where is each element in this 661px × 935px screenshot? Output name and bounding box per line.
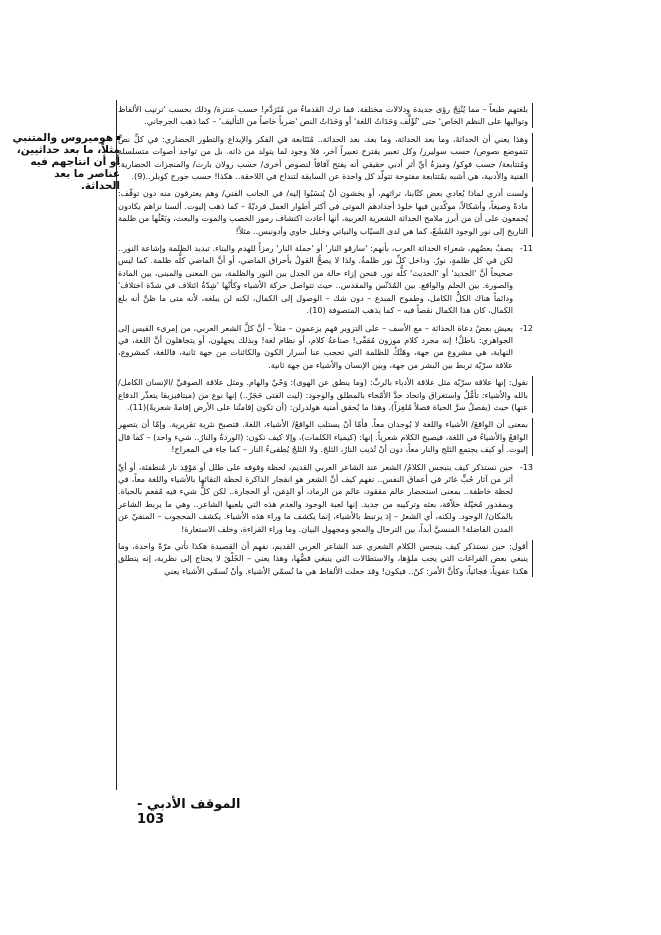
item-text: يصفُ بعضُهم، شعراء الحداثة العرب، بأنهم: 'سارقو النار' أو 'حملة النار' رمزاً للهدم والبناء. تبديد الظلمة وإشاعة النور.. لكن في كل ظلمةٍ، نورٌ. وداخل كلِّ نور ظلمةٌ. ولذا لا يصحُّ القولُ بأحراق الماضي، أو أنَّ الماضي كلُّه ظلمة. كما ليس صحيحاً أنَّ 'الجديد' أو 'الحديث' كلُّه نور. فنحن إزاء حالة من الجدل بين النور والظلمة، بين المعنى والمبنى، بين المادة والصورة. بين الحلم والواقع. بين المُدَنّس والمقدس.. حيث تتواصل حركة الأشياء وكأنّها 'شِدّةُ ائتلاف في شدّة اختلاف' ودائماً هناك الكلُّ الكامل، وطموح المبدع – دون شك – الوصول إلى الكمال، لكنه لن يبلغه، لأنه متى ما ظنَّ أنه بلغ الكمال، كان هذا الكمال نقصاً فيه – كما يذهب المتصوفة (10). bbox=[118, 243, 513, 316]
margin-note-text: هوميروس والمتنبي مثلاً، ما بعد حداثيين، أو أن انتاجهم فيه عناصر ما بعد الحداثة. bbox=[12, 132, 120, 192]
item-number: 13- bbox=[519, 461, 533, 472]
paragraph-3: ولست أدري لماذا يُعادي بعض كتّابنا، تراثهم، أو يخشون أنْ يُنسَبُوا إليه/ في الجانب الفني/ وهم يعترفون منه دون توقّف: مادةً وصيغاً، وأشكالاً، موكّدين فيها خلودَ أجدادهم الموتى في أكثر أطوار العمل فرديّةً – كما ذهب إليوت. ألسنا نزاهم يكادون يُجمعون على أن من أبرز ملامح الحداثة الشعرية العربية، أنها أعادت اكتشاف رموز الخصب والموت والبعث، وبَعْثُها من ظلمة التاريخ إلى نور الوجود المُشَعّ، كما هي لدى السيّاب والبياتي وخليل حاوي وأدونيس.. مثلاً! bbox=[118, 187, 533, 237]
item-text: يعيش بعضُ دعاة الحداثة – مع الأسف – على التزوير فهم يزعمون – مثلاً – أنَّ كلَّ الشعر العربي، من إمرىء القيس إلى الجواهري: باطلٌ! إنه مجرد كلام موزون مُقفّى! صناعةُ كلام، أو نظام لغة! وبذلك يجهلون، أو يتجاهلون أنَّ اللغة، في النهاية، هي مشروع من جهة، وهَتْكٌ للظلمة التي تحجب عنا أسرار الكون والكائنات من جهة ثانية، فاللغة، كمشروع، علاقة سرّيّة تربط بين البشر من جهة، وبين الإنسان والأشياء من جهة ثانية. bbox=[118, 322, 513, 370]
paragraph-1: بلغتهم طبعاً – مما يُنْتِجُ رؤى جديدة ودلالات مختلفة. فما ترك القدماءُ من مُتَرَدَّم! حسب عنترة/ وذلك بحسب 'ترتيب الألفاظ وتواليها على النظم الخاص' حتى 'تُؤَلَّف وَحَدَاتُ اللغة' أو وَحَدَاتُ النص 'ضرباً خاصاً من التأليف' – كما ذهب الجرجاني. bbox=[118, 103, 533, 128]
paragraph-4: نقول: إنها علاقة سرّيّة مثل علاقة الأدباء بالربِّ: (وما ينطق عن الهوى): وَحْيٌ والهام. ومثل علاقة الصوفيِّ /الإنسان الكامل/ بالله والأشياء: تأمُّلٌ واستغراق واتحاد حدَّ الأمّحاء بالمطلق والوجود: (ليت الفتى حَجَرٌ..) إنها نوع من (ميتافيزيقا يتعذّر الدفاع عنها) حيث (يفصلُ سرَّ الحياة فصلاً مُلغِزاً). وهذا ما يُحقق أمنية هولدرلن: (أن تكون إقامتُنا على الأرض إقامةً شعريةً)(11). bbox=[118, 376, 533, 413]
item-text: حين نستذكر كيف ينبجس الكلامُ/ الشعر عند الشاعر العربي القديم، لحظة وقوفه على طلل أو مَوْقِد نار مُنطفئة، أو أيِّ أثر من آثار حُبٍّ غائر في أعماق النفس.. نفهم كيف أنَّ الشعر هو انفجار الذاكرة لحظة التقائها بالأشياء واللغة معاً، في لحظة خاطفة.. بمعنى استحضار عالم مفقود، عالم من الرماد، أو الدِمَن، أو الحجارة.. لكن كلُّ شيء فيه مُفعم بالحياة. وبمقدور مُخيّلة خلاّقة، بعثه وتركيبه من جديد. إنها لعبة الوجود والعدم هذه التي يلعبها الشاعر.. وهي ما يربط الشاعر بالمكان/ الوجود. ولكنه، أي الشعرُ – إذ يرتبط بالأشياء، إنما يكشف ما وراء هذه الأشياء. يكشف المحجوب – المنفيّ عن المدن الفاضلة! المنسيَّ أبداً، بين الترحال والمحو ومجهول البيان. وما وراء القراءة، وخلف الاستعارة! bbox=[118, 461, 513, 534]
paragraph-5: بمعنى أن الواقعَ/ الأشياء واللغة لا يُوجدان معاً. فأمّا أنْ يستلب الواقعُ/ الأشياء، اللغةَ. فتصبح نثرية تقريرية. وإمّا أن يتصهر الواقعُ والأشياءُ في اللغة، فيصبح الكلام شعرياً. إنها: (كيمياء الكلمات)، وإلا كيف تكون: (الوردةُ والنارُ.. شيء واحد) – كما قال إليوت. أو كيف يجتمع الثلج والنار معاً، دون أنْ تُذيب النارُ، الثلجَ. ولا الثلجُ يُطفىءُ النار – كما جاء في المعراج! bbox=[118, 418, 533, 455]
numbered-item-13 bbox=[118, 461, 533, 535]
item-number: 11- bbox=[519, 243, 533, 254]
main-text-column bbox=[118, 103, 533, 582]
numbered-item-12 bbox=[118, 322, 533, 372]
left-column-rule bbox=[116, 100, 117, 790]
margin-note bbox=[12, 132, 120, 192]
page-footer: الموقف الأدبي - 103 bbox=[137, 797, 241, 827]
item-number: 12- bbox=[519, 322, 533, 333]
paragraph-2: وهذا يعني أن الحداثةَ، وما بعد الحداثة، وما بعد، بعد الحداثة.. مُتَتَابعة في الفكر والإبداع والتطور الحضاري: في كلِّ نصٍّ تتموضع نصوص/ حسب سوليرز/ وكل تعبير يقترح تعبيراً آخر، فلا وجود لما يتولد من ذاته. بل من تواجد أصوات متسلسلة ومُتتابعة/ حسب فوكو/ وميزةُ أيِّ أثر أدبي حقيقي أنه يفتح آفاقاً لنصوص أخرى/ حسب رولان بارت/ والمنجزات الحضارية: الفنية والأدبية، هي أشبه بمُتتابعة مفتوحة تتولّد كل واحدة عن السابقة لتنداح في اللاحقة.. هكذا! حسب جورج كوبلر..(9). bbox=[118, 133, 533, 183]
paragraph-6: أقول: حين نستذكر كيف ينبجس الكلام الشعري عند الشاعر العربي القديم، نفهم أن القصيدة هكذا تأتي مرّةً واحدة، وما ينبغي بعض الفراغات التي يجب ملؤها، والاستطالات التي ينبغي قصُّها، وهذا يعني – الخَلْقَ لا يحتاج إلى نظرية، إنه ينطلق هكذا عفوياً، فجائياً، وكأنَّ الأمر: كنْ.. فيكون! وقد جعلت الألفاظ هي ما تُسمّي الأشياء. وأنْ تُسمّي الأشياء يعني bbox=[118, 540, 533, 577]
numbered-item-11 bbox=[118, 242, 533, 316]
